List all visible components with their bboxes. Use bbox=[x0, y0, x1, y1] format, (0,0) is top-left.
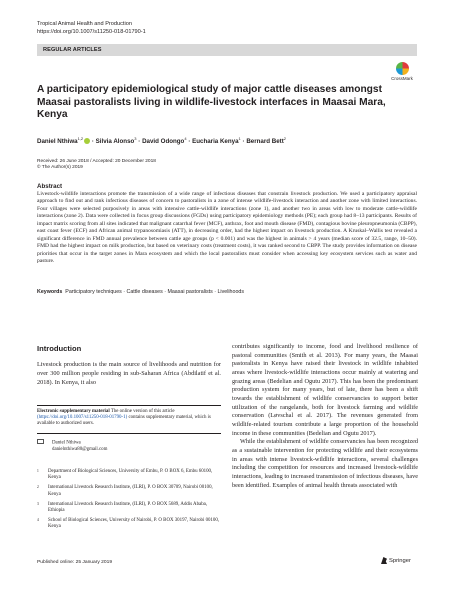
author-sup: 4 bbox=[184, 136, 187, 141]
author-sup: 3 bbox=[134, 136, 137, 141]
crossmark-icon bbox=[396, 62, 409, 75]
author-name: Bernard Bett bbox=[246, 138, 284, 146]
author-list bbox=[37, 135, 417, 146]
esm-text-after: contains supplementary material, which is available to authorized users. bbox=[37, 415, 211, 427]
paragraph: contributes significantly to income, food and livelihood resilience of pastoral communities (Smith et al. 2013). For many years, the Maasai pastoralists in Kenya have raised their livestock in wildlife inhabited areas where livestock-wildlife interactions occur mainly at watering and grazing areas (Bedelian and Ogutu 2017). This has been the predominant production system for many years, but of late, there has been a shift towards the establishment of wildlife conservancies to support better utilization of the rangelands, both for livestock farming and wildlife conservation (Løvschal et al. 2017). The revenues generated from wildlife-related tourism contribute a large proportion of the household income in these communities (Bedelian and Ogutu 2017). bbox=[232, 343, 418, 437]
abstract-text: Livestock-wildlife interactions promote the transmission of a wide range of infectious diseases that constrain livestock production. We used a participatory appraisal approach to find out and rank infectious diseases of concern to pastoralists in a zone of intense wildlife-livestock interaction and another zone with limited interactions. Four villages were selected purposively in areas with intensive cattle-wildlife interactions (zone 1), and another two in areas with low to moderate cattle-wildlife interactions (zone 2). Data were collected in focus group discussions (FGDs) using participatory epidemiology methods (PE); each group had 8–13 participants. Results of impact matrix scoring from all sites indicated that malignant catarrhal fever (MCF), anthrax, foot and mouth disease (FMD), contagious bovine pleuropneumonia (CBPP), east coast fever (ECF) and African animal trypanosomiasis (ATT), in decreasing order, had the highest impact on livestock production. A Kruskal–Wallis test revealed a significant difference in FMD annual prevalence between cattle age groups (p < 0.001) and was the highest in animals > 4 years (median score of 32.5, range, 10–50). FMD had the highest impact on milk production, but based on veterinary costs (treatment costs), it was ranked second to CBPP. The study provides information on disease priorities that occur in the target zones in Mara ecosystem and which the local pastoralists must consider when accessing key ecosystem services such as water and pasture. bbox=[37, 191, 417, 265]
keywords bbox=[37, 289, 417, 296]
separator: · bbox=[138, 138, 141, 146]
esm-label: Electronic supplementary material bbox=[37, 409, 110, 414]
affiliation-text: Department of Biological Sciences, University of Embu, P. O BOX 6, Embu 60100, Kenya bbox=[48, 469, 213, 481]
keywords-text: Participatory techniques · Cattle diseases · Maasai pastoralists · Livelihoods bbox=[65, 289, 244, 295]
crossmark-badge[interactable] bbox=[382, 62, 422, 81]
journal-name: Tropical Animal Health and Production bbox=[37, 21, 132, 27]
footnote-divider bbox=[37, 405, 221, 406]
published-date: Published online: 25 January 2019 bbox=[37, 560, 113, 565]
author-sup: 1,2 bbox=[77, 136, 84, 141]
affiliation-number: 4 bbox=[37, 518, 39, 523]
author-name: David Odongo bbox=[142, 138, 185, 146]
journal-header bbox=[37, 21, 146, 36]
keywords-label: Keywords bbox=[37, 289, 63, 295]
correspondence bbox=[37, 439, 221, 453]
separator: · bbox=[91, 138, 94, 146]
introduction-right-text bbox=[232, 343, 418, 490]
author-sup: 2 bbox=[283, 136, 287, 141]
corresponding-author: Daniel Nthiwa bbox=[52, 440, 81, 446]
copyright: © The Author(s) 2019 bbox=[37, 165, 83, 171]
affiliation-list bbox=[37, 469, 221, 535]
introduction-left-text: Livestock production is the main source of livelihoods and nutrition for over 300 million people residing in sub-Saharan Africa (Abdilatif et al. 2018). In Kenya, it also bbox=[37, 361, 221, 386]
crossmark-label: CrossMark bbox=[391, 76, 413, 81]
author-sup: 1 bbox=[238, 136, 241, 141]
doi-link[interactable]: https://doi.org/10.1007/s11250-018-01790-1 bbox=[37, 28, 146, 35]
affiliation-number: 3 bbox=[37, 501, 39, 506]
supplementary-note bbox=[37, 409, 221, 428]
affiliation-item bbox=[37, 469, 221, 481]
received-accepted: Received: 26 June 2018 / Accepted: 20 December 2018 bbox=[37, 159, 156, 164]
publisher-logo bbox=[381, 557, 411, 564]
paragraph: While the establishment of wildlife conservancies has been recognized as a sustainable intervention for protecting wildlife and their ecosystems in areas with intense livestock-wildlife interactions, several challenges including the competition for resources and increased livestock-wildlife interactions, leading to increased transmission of infectious diseases, have been identified. Examples of animal health threats associated with bbox=[232, 438, 418, 489]
author-name: Daniel Nthiwa bbox=[37, 138, 78, 146]
author-name: Eucharia Kenya bbox=[192, 138, 239, 146]
corresponding-email[interactable]: danielnthiwa80@gmail.com bbox=[52, 446, 108, 452]
esm-text-before: The online version of this article bbox=[110, 409, 175, 414]
affiliation-item bbox=[37, 485, 221, 497]
abstract-heading: Abstract bbox=[37, 183, 63, 190]
article-title: A participatory epidemiological study of major cattle diseases amongst Maasai pastoralists living in wildlife-livestock interfaces in Maasai Mara, Kenya bbox=[37, 84, 386, 121]
orcid-icon[interactable] bbox=[84, 138, 90, 144]
affiliation-text: International Livestock Research Institute, (ILRI), P. O BOX 30709, Nairobi 00100, Kenya bbox=[48, 485, 213, 497]
article-dates bbox=[37, 159, 156, 172]
correspondence-divider bbox=[37, 433, 221, 434]
article-type-bar: REGULAR ARTICLES bbox=[37, 44, 417, 56]
affiliation-number: 1 bbox=[37, 469, 39, 473]
affiliation-number: 2 bbox=[37, 485, 39, 490]
separator: · bbox=[242, 138, 245, 146]
introduction-heading: Introduction bbox=[37, 344, 82, 353]
affiliation-text: School of Biological Sciences, University of Nairobi, P. O BOX 30197, Nairobi 00100, Kenya bbox=[48, 518, 220, 530]
affiliation-item bbox=[37, 518, 221, 530]
envelope-icon bbox=[37, 439, 44, 444]
esm-link[interactable]: (https://doi.org/10.1007/s11250-018-01790-1) bbox=[37, 415, 128, 421]
springer-horse-icon bbox=[381, 557, 387, 564]
publisher-name: Springer bbox=[389, 557, 411, 564]
author-name: Silvia Alonso bbox=[95, 138, 135, 146]
separator: · bbox=[188, 138, 191, 146]
affiliation-item bbox=[37, 502, 221, 514]
affiliation-text: International Livestock Research Institute, (ILRI), P. O BOX 5689, Addis Ababa, Ethiopia bbox=[48, 501, 208, 514]
